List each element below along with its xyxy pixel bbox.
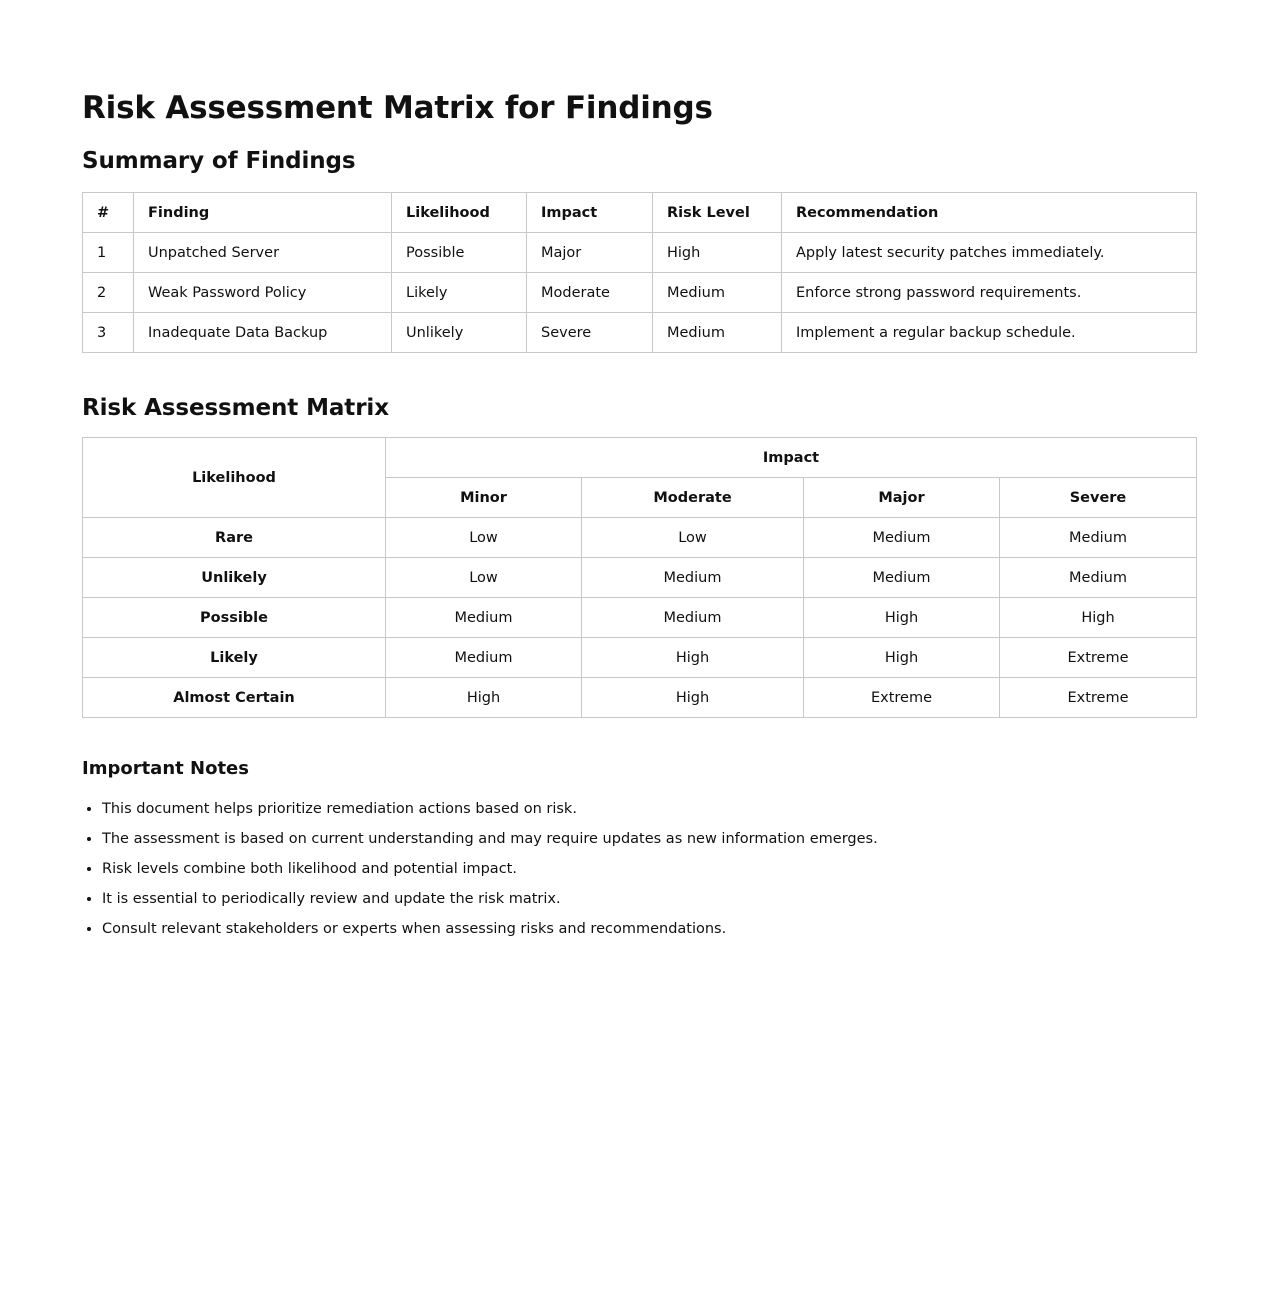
findings-header-row [83,193,1197,233]
cell-risk-level: High [653,233,782,273]
risk-cell: High [582,638,804,678]
cell-impact: Severe [527,313,653,353]
risk-cell: High [804,638,1000,678]
cell-recommendation: Apply latest security patches immediately. [782,233,1197,273]
cell-finding: Inadequate Data Backup [134,313,392,353]
risk-matrix-table [82,437,1197,718]
table-row [83,233,1197,273]
cell-risk-level: Medium [653,313,782,353]
list-item: • Consult relevant stakeholders or experts when assessing risks and recommendations. [102,920,1196,938]
matrix-row-almost-certain [83,678,1197,718]
list-item: • This document helps prioritize remediation actions based on risk. [102,800,1196,818]
cell-finding: Weak Password Policy [134,273,392,313]
risk-cell: Extreme [804,678,1000,718]
matrix-header-row [83,438,1197,478]
cell-likelihood: Unlikely [392,313,527,353]
risk-cell: High [804,598,1000,638]
risk-cell: Medium [386,638,582,678]
impact-level-severe: Severe [1000,478,1197,518]
risk-cell: Low [582,518,804,558]
risk-cell: High [582,678,804,718]
cell-recommendation: Enforce strong password requirements. [782,273,1197,313]
likelihood-label: Unlikely [83,558,386,598]
column-header-impact: Impact [527,193,653,233]
risk-cell: Medium [1000,558,1197,598]
cell-impact: Moderate [527,273,653,313]
cell-likelihood: Possible [392,233,527,273]
list-item: • It is essential to periodically review and update the risk matrix. [102,890,1196,908]
list-item: • Risk levels combine both likelihood and potential impact. [102,860,1196,878]
risk-cell: High [1000,598,1197,638]
risk-cell: Medium [582,598,804,638]
summary-heading: Summary of Findings [82,148,356,174]
list-item: • The assessment is based on current understanding and may require updates as new information emerges. [102,830,1196,848]
likelihood-label: Rare [83,518,386,558]
cell-recommendation: Implement a regular backup schedule. [782,313,1197,353]
impact-level-moderate: Moderate [582,478,804,518]
risk-cell: Medium [804,558,1000,598]
cell-finding: Unpatched Server [134,233,392,273]
likelihood-label: Possible [83,598,386,638]
cell-number: 2 [83,273,134,313]
matrix-row-rare [83,518,1197,558]
risk-cell: Low [386,558,582,598]
risk-cell: Low [386,518,582,558]
cell-impact: Major [527,233,653,273]
notes-heading: Important Notes [82,758,249,779]
matrix-heading: Risk Assessment Matrix [82,395,389,421]
notes-list [82,800,1196,938]
impact-header: Impact [386,438,1197,478]
matrix-row-unlikely [83,558,1197,598]
cell-number: 1 [83,233,134,273]
likelihood-label: Almost Certain [83,678,386,718]
page-title: Risk Assessment Matrix for Findings [82,90,713,126]
risk-cell: High [386,678,582,718]
risk-cell: Medium [804,518,1000,558]
column-header-recommendation: Recommendation [782,193,1197,233]
matrix-row-likely [83,638,1197,678]
matrix-row-possible [83,598,1197,638]
likelihood-header: Likelihood [83,438,386,518]
table-row [83,313,1197,353]
risk-cell: Medium [386,598,582,638]
column-header-likelihood: Likelihood [392,193,527,233]
impact-level-major: Major [804,478,1000,518]
cell-risk-level: Medium [653,273,782,313]
likelihood-label: Likely [83,638,386,678]
risk-cell: Medium [1000,518,1197,558]
risk-cell: Extreme [1000,638,1197,678]
column-header-finding: Finding [134,193,392,233]
findings-table [82,192,1197,353]
risk-cell: Extreme [1000,678,1197,718]
cell-number: 3 [83,313,134,353]
document-page [82,86,1196,950]
column-header-risk-level: Risk Level [653,193,782,233]
impact-level-minor: Minor [386,478,582,518]
table-row [83,273,1197,313]
column-header-number: # [83,193,134,233]
risk-cell: Medium [582,558,804,598]
cell-likelihood: Likely [392,273,527,313]
